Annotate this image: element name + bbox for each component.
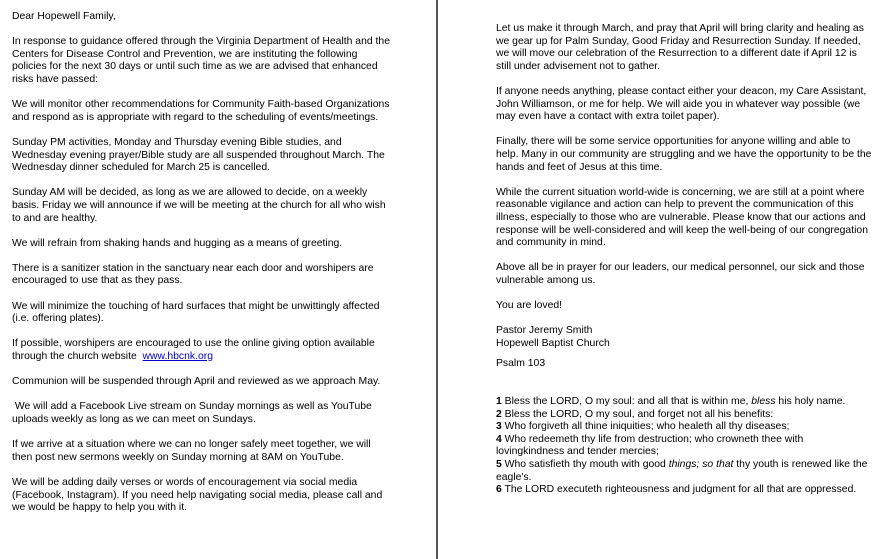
verse-text: his holy name. bbox=[778, 396, 846, 408]
giving-paragraph bbox=[12, 338, 392, 363]
verse-italic: bless bbox=[751, 396, 776, 408]
giving-text: If possible, worshipers are encouraged to use the online giving option available through the church website bbox=[12, 338, 375, 363]
left-column bbox=[12, 11, 392, 527]
facebook-paragraph bbox=[12, 401, 392, 426]
psalm-verse-5 bbox=[496, 459, 874, 484]
concerning-paragraph: While the current situation world-wide is concerning, we are still at a point where reasonable vigilance and action can help to prevent the communication of this illness, especially to those who are vulnerable. Please know that our actions and response will be well-considered and will keep the well-being of our congregation and community in mind. bbox=[496, 186, 868, 249]
verse-number: 1 bbox=[496, 396, 502, 408]
psalm-title: Psalm 103 bbox=[496, 358, 546, 370]
intro-paragraph: In response to guidance offered through the Virginia Department of Health and the Centers for Disease Control and Prevention, we are instituting the following policies for the next 30 days or until such time as we are advised that enhanced risks have passed: bbox=[12, 36, 390, 85]
greeting: Dear Hopewell Family, bbox=[12, 11, 116, 22]
youtube-paragraph: If we arrive at a situation where we can no longer safely meet together, we will then post new sermons weekly on Sunday morning at 8AM on YouTube. bbox=[12, 439, 371, 463]
signature-name: Pastor Jeremy Smith bbox=[496, 325, 593, 337]
closing-line: You are loved! bbox=[496, 300, 563, 312]
psalm-verses bbox=[496, 396, 874, 497]
right-column bbox=[496, 23, 874, 497]
help-paragraph: If anyone needs anything, please contact either your deacon, my Care Assistant, John Williamson, or me for help. We will aide you in whatever way possible (we may even have a contact with extra toilet paper). bbox=[496, 85, 867, 123]
verse-number: 4 bbox=[496, 433, 502, 445]
surfaces-paragraph: We will minimize the touching of hard surfaces that might be unwittingly affected (i.e. offering plates). bbox=[12, 300, 380, 325]
verse-text: Who redeemeth thy life from destruction; who crowneth thee with lovingkindness and tender mercies; bbox=[496, 433, 804, 458]
verse-number: 6 bbox=[496, 484, 502, 496]
service-paragraph: Finally, there will be some service opportunities for anyone willing and able to help. Many in our community are struggling and we have the opportunity to be the hands and feet of Jesus at this time. bbox=[496, 136, 872, 173]
page-divider bbox=[436, 0, 438, 559]
prayer-paragraph: Above all be in prayer for our leaders, our medical personnel, our sick and those vulnerable among us. bbox=[496, 262, 865, 286]
verse-italic: things; so that bbox=[668, 459, 734, 470]
psalm-verse-6 bbox=[496, 484, 874, 497]
verse-text: Bless the LORD, O my soul: and all that is within me, bbox=[504, 396, 749, 408]
verse-text: Bless the LORD, O my soul, and forget not all his benefits: bbox=[504, 408, 774, 420]
verse-number: 5 bbox=[496, 459, 502, 470]
verse-number: 3 bbox=[496, 421, 502, 433]
signature-church: Hopewell Baptist Church bbox=[496, 337, 610, 349]
verse-text: Who satisfieth thy mouth with good bbox=[504, 459, 666, 470]
social-media-paragraph: We will be adding daily verses or words of encouragement via social media (Facebook, Instagram). If you need help navigating social media, please call and we would be happy to help you with it. bbox=[12, 476, 383, 514]
facebook-text: We will add a Facebook Live stream on Sunday mornings as well as YouTube uploads weekly as long as we can meet on Sundays. bbox=[12, 401, 372, 425]
signature bbox=[496, 325, 874, 350]
psalm-verse-1 bbox=[496, 396, 874, 409]
monitor-paragraph: We will monitor other recommendations for Community Faith-based Organizations and respond as is appropriate with regard to the scheduling of events/meetings. bbox=[12, 99, 390, 123]
verse-text: Who forgiveth all thine iniquities; who healeth all thy diseases; bbox=[504, 421, 790, 433]
verse-text: thy youth is renewed like the eagle's. bbox=[496, 459, 868, 483]
left-page bbox=[0, 0, 436, 559]
march-paragraph: Let us make it through March, and pray that April will bring clarity and healing as we gear up for Palm Sunday, Good Friday and Resurrection Sunday. If needed, we will move our celebration of the Resurrection to a different date if April 12 is still under advisement not to gather. bbox=[496, 23, 864, 72]
sunday-am-paragraph: Sunday AM will be decided, as long as we are allowed to decide, on a weekly basis. Friday we will announce if we will be meeting at the church for all who wish to and are healthy. bbox=[12, 187, 386, 224]
verse-text: The LORD executeth righteousness and judgment for all that are oppressed. bbox=[504, 484, 857, 496]
verse-number: 2 bbox=[496, 408, 502, 420]
sanitizer-paragraph: There is a sanitizer station in the sanctuary near each door and worshipers are encouraged to use that as they pass. bbox=[12, 262, 374, 287]
psalm-verse-4 bbox=[496, 434, 874, 459]
right-page bbox=[440, 0, 878, 559]
handshake-paragraph: We will refrain from shaking hands and hugging as a means of greeting. bbox=[12, 237, 343, 249]
communion-paragraph: Communion will be suspended through April and reviewed as we approach May. bbox=[12, 376, 381, 388]
sunday-pm-paragraph: Sunday PM activities, Monday and Thursday evening Bible studies, and Wednesday evening prayer/Bible study are all suspended throughout March. The Wednesday dinner scheduled for March 25 is cancelled. bbox=[12, 136, 385, 174]
psalm-verse-3 bbox=[496, 421, 874, 434]
website-link[interactable]: www.hbcnk.org bbox=[142, 351, 214, 363]
psalm-verse-2 bbox=[496, 409, 874, 422]
